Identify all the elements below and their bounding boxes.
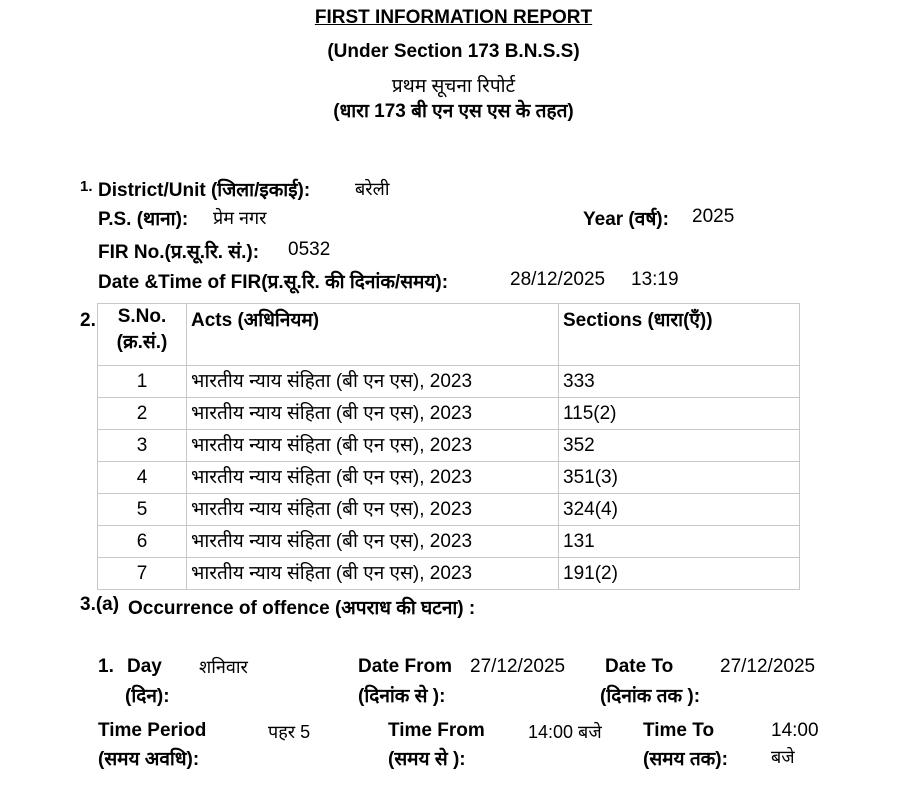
table-row [98,558,800,590]
cell-section: 191(2) [559,558,800,590]
time-to-label: Time To [643,720,715,741]
cell-act: भारतीय न्याय संहिता (बी एन एस), 2023 [187,366,559,398]
table-row [98,398,800,430]
district-value: बरेली [355,179,390,199]
cell-act: भारतीय न्याय संहिता (बी एन एस), 2023 [187,430,559,462]
ps-label: P.S. (थाना): [98,209,189,230]
day-value: शनिवार [199,657,248,677]
fir-datetime-label: Date &Time of FIR(प्र.सू.रि. की दिनांक/समय): [98,272,449,293]
column-header-sno [98,304,187,366]
cell-act: भारतीय न्याय संहिता (बी एन एस), 2023 [187,526,559,558]
time-from-value: 14:00 बजे [528,722,602,742]
occurrence-item-number: 1. [98,656,114,677]
date-from-label-hindi: (दिनांक से ): [358,686,446,707]
time-to-suffix: बजे [771,747,795,767]
fir-time-value: 13:19 [631,269,679,290]
report-title-hindi: प्रथम सूचना रिपोर्ट [391,76,516,97]
date-from-value: 27/12/2025 [470,656,566,677]
date-to-label: Date To [605,656,674,677]
cell-act: भारतीय न्याय संहिता (बी एन एस), 2023 [187,462,559,494]
table-row [98,462,800,494]
cell-section: 333 [559,366,800,398]
report-subtitle-hindi: (धारा 173 बी एन एस एस के तहत) [333,101,574,122]
time-from-label-hindi: (समय से ): [388,749,466,770]
cell-act: भारतीय न्याय संहिता (बी एन एस), 2023 [187,398,559,430]
section-1-number: 1. [80,178,93,195]
section-2-number: 2. [80,310,96,331]
cell-sno: 4 [98,462,187,494]
fir-label: FIR No.(प्र.सू.रि. सं.): [98,242,260,263]
time-to-label-hindi: (समय तक): [643,749,728,770]
cell-sno: 7 [98,558,187,590]
ps-value: प्रेम नगर [213,208,267,228]
time-period-label-hindi: (समय अवधि): [98,749,200,770]
report-subtitle: (Under Section 173 B.N.S.S) [327,41,580,62]
column-header-sections: Sections (धारा(एँ)) [559,304,800,366]
acts-table [97,303,800,590]
fir-value: 0532 [288,239,331,260]
cell-section: 352 [559,430,800,462]
fir-date-value: 28/12/2025 [510,269,606,290]
date-to-label-hindi: (दिनांक तक ): [600,686,701,707]
report-title: FIRST INFORMATION REPORT [314,7,593,28]
time-from-label: Time From [388,720,485,741]
cell-sno: 6 [98,526,187,558]
time-period-label: Time Period [98,720,207,741]
cell-sno: 2 [98,398,187,430]
section-3a-number: 3.(a) [80,594,120,615]
column-header-sno-hindi: (क्र.सं.) [116,332,168,353]
day-label: Day [127,656,162,677]
acts-table-header-row [98,304,800,366]
cell-act: भारतीय न्याय संहिता (बी एन एस), 2023 [187,494,559,526]
district-label: District/Unit (जिला/इकाई): [98,180,311,201]
column-header-acts: Acts (अधिनियम) [187,304,559,366]
date-to-value: 27/12/2025 [720,656,816,677]
day-label-hindi: (दिन): [125,686,170,707]
cell-section: 115(2) [559,398,800,430]
year-value: 2025 [692,206,735,227]
cell-section: 324(4) [559,494,800,526]
table-row [98,430,800,462]
cell-section: 351(3) [559,462,800,494]
cell-sno: 5 [98,494,187,526]
cell-sno: 3 [98,430,187,462]
year-label: Year (वर्ष): [583,209,669,230]
column-header-sno-label: S.No. [117,306,167,327]
cell-section: 131 [559,526,800,558]
cell-sno: 1 [98,366,187,398]
time-period-value: पहर 5 [268,722,311,742]
table-row [98,494,800,526]
date-from-label: Date From [358,656,452,677]
occurrence-label: Occurrence of offence (अपराध की घटना) : [128,598,476,619]
table-row [98,366,800,398]
cell-act: भारतीय न्याय संहिता (बी एन एस), 2023 [187,558,559,590]
time-to-value: 14:00 [771,720,819,741]
table-row [98,526,800,558]
